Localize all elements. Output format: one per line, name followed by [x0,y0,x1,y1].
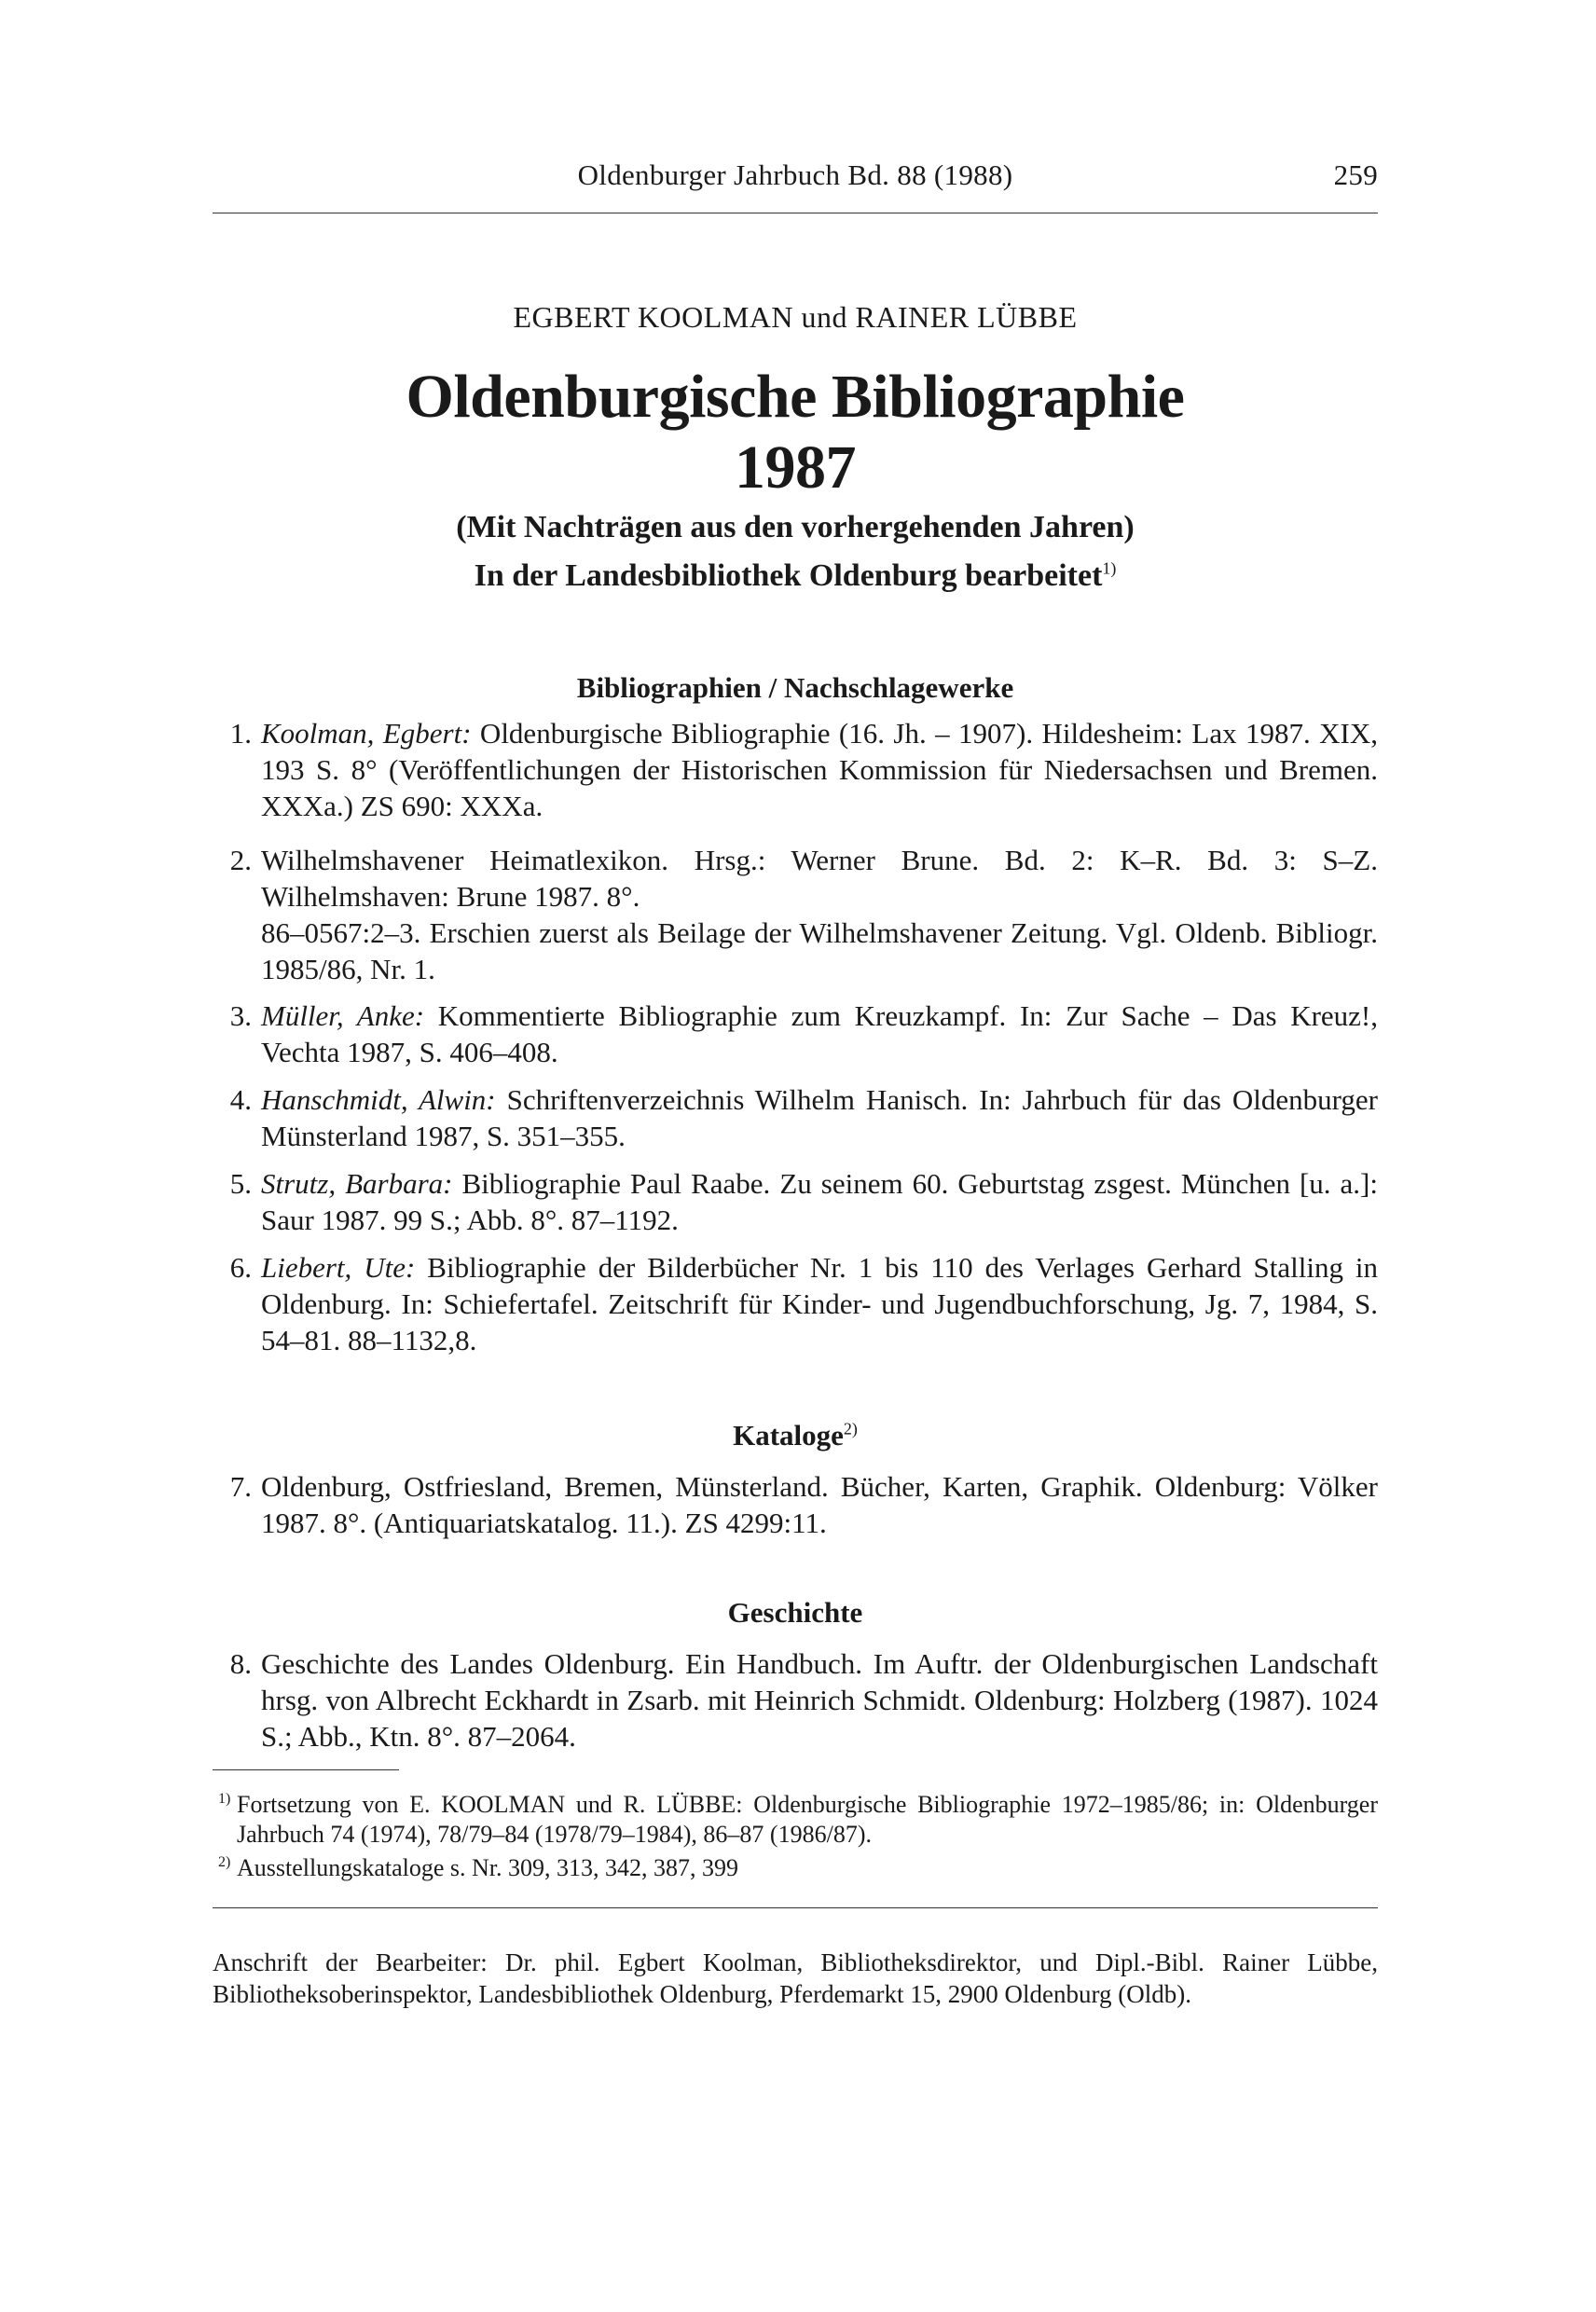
subtitle-line-2 [213,552,1378,600]
subtitle-line-2-text: In der Landesbibliothek Oldenburg bearbeitet [474,558,1103,593]
footnote-2 [213,1853,1378,1883]
entry-number: 8. [229,1647,252,1680]
bibliography-entry-8 [213,1645,1378,1755]
footnote-ref-2: 2) [843,1419,858,1438]
footnote-mark: 2) [218,1854,231,1870]
address-rule [213,1907,1378,1908]
entry-author: Hanschmidt, Alwin: [261,1083,496,1116]
article-subtitle [213,503,1378,600]
bibliography-entry-3 [213,998,1378,1070]
footnote-1 [213,1790,1378,1850]
footnote-text: Fortsetzung von E. KOOLMAN und R. LÜBBE: Oldenburgische Bibliographie 1972–1985/86; in: Oldenburger Jahrbuch 74 (1974), 78/79–84 (1978/79–1984), 86–87 (1986/87). [237,1791,1378,1848]
entry-body [261,715,1378,824]
title-line-1: Oldenburgische Bibliographie [406,363,1185,431]
entry-note: 86–0567:2–3. Erschien zuerst als Beilage der Wilhelmshavener Zeitung. Vgl. Oldenb. Bibliogr. 1985/86, Nr. 1. [261,916,1378,985]
subtitle-line-1: (Mit Nachträgen aus den vorhergehenden Jahren) [456,510,1135,544]
entry-number: 2. [229,844,252,876]
bibliography-entry-4 [213,1081,1378,1154]
entry-number: 7. [229,1470,252,1503]
article-authors: EGBERT KOOLMAN und RAINER LÜBBE [513,300,1078,334]
entry-body [261,1081,1378,1154]
entry-number: 3. [229,999,252,1032]
footnote-rule [213,1769,399,1770]
entry-text: Bibliographie der Bilderbücher Nr. 1 bis 110 des Verlages Gerhard Stalling in Oldenburg. In: Schiefertafel. Zeitschrift für Kinder- und Jugendbuchforschung, Jg. 7, 1984, S. 54–81. 88–1132,8. [261,1251,1379,1356]
bibliography-entry-7 [213,1468,1378,1541]
entry-body [261,1645,1378,1755]
entry-author: Strutz, Barbara: [261,1167,453,1200]
entry-author: Liebert, Ute: [261,1251,416,1284]
entry-number: 1. [229,717,252,750]
bibliography-entry-5 [213,1165,1378,1238]
entry-number: 4. [229,1083,252,1116]
entry-number: 5. [229,1167,252,1200]
bibliography-entry-2 [213,842,1378,987]
editor-address: Anschrift der Bearbeiter: Dr. phil. Egbert Koolman, Bibliotheksdirektor, und Dipl.-Bibl. Rainer Lübbe, Bibliotheksoberinspektor, Landesbibliothek Oldenburg, Pferdemarkt 15, 2900 Oldenburg (Oldb). [213,1948,1378,2008]
entry-text: Oldenburgische Bibliographie (16. Jh. – 1907). Hildesheim: Lax 1987. XIX, 193 S. 8° (Veröffentlichungen der Historischen Kommission für Niedersachsen und Bremen. XXXa.) ZS 690: XXXa. [261,717,1378,822]
entry-text: Bibliographie Paul Raabe. Zu seinem 60. Geburtstag zsgest. München [u. a.]: Saur 1987. 99 S.; Abb. 8°. 87–1192. [261,1167,1378,1236]
entry-author: Koolman, Egbert: [261,717,472,750]
bibliography-entry-1 [213,715,1378,824]
section-heading-kataloge [213,1419,1378,1452]
entry-body [261,1165,1378,1238]
entry-author: Müller, Anke: [261,999,425,1032]
entry-body [261,842,1378,987]
page-number: 259 [1333,158,1378,191]
entry-body [261,998,1378,1070]
entry-text: Oldenburg, Ostfriesland, Bremen, Münsterland. Bücher, Karten, Graphik. Oldenburg: Völker 1987. 8°. (Antiquariatskatalog. 11.). ZS 4299:11. [261,1470,1378,1539]
entry-number: 6. [229,1251,252,1284]
title-line-2: 1987 [735,434,856,502]
running-head [213,158,1378,205]
footnote-ref-1: 1) [1102,558,1117,578]
section-heading-bibliographien: Bibliographien / Nachschlagewerke [576,671,1014,704]
entry-text: Kommentierte Bibliographie zum Kreuzkampf. In: Zur Sache – Das Kreuz!, Vechta 1987, S. 406–408. [261,999,1379,1068]
entry-text: Wilhelmshavener Heimatlexikon. Hrsg.: Werner Brune. Bd. 2: K–R. Bd. 3: S–Z. Wilhelmshaven: Brune 1987. 8°. [261,844,1378,913]
journal-title: Oldenburger Jahrbuch Bd. 88 (1988) [577,158,1013,191]
section-heading-geschichte: Geschichte [727,1596,863,1629]
article-title [213,362,1378,503]
entry-text: Schriftenverzeichnis Wilhelm Hanisch. In: Jahrbuch für das Oldenburger Münsterland 1987, S. 351–355. [261,1083,1378,1152]
bibliography-entry-6 [213,1249,1378,1358]
entry-body [261,1468,1378,1541]
entry-text: Geschichte des Landes Oldenburg. Ein Handbuch. Im Auftr. der Oldenburgischen Landschaft hrsg. von Albrecht Eckhardt in Zsarb. mit Heinrich Schmidt. Oldenburg: Holzberg (1987). 1024 S.; Abb., Ktn. 8°. 87–2064. [261,1647,1378,1753]
footnote-mark: 1) [218,1791,231,1807]
footnote-text: Ausstellungskataloge s. Nr. 309, 313, 342, 387, 399 [237,1854,739,1881]
entry-body [261,1249,1378,1358]
section-heading-text: Kataloge [733,1419,844,1452]
